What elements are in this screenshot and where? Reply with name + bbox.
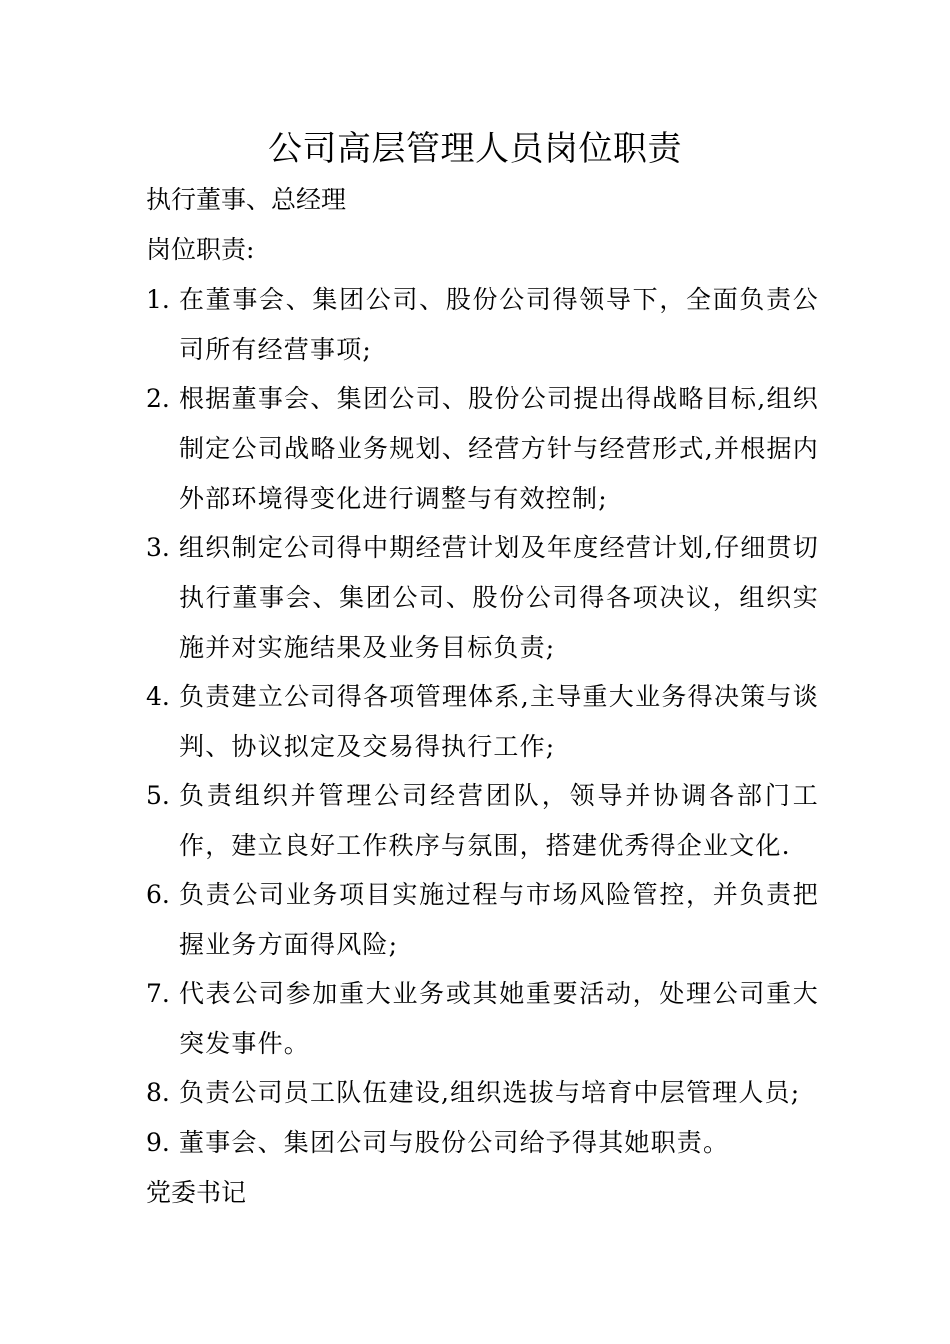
- list-item-number: 6.: [146, 880, 170, 909]
- list-item-number: 8.: [146, 1078, 170, 1107]
- section-heading-executive: 执行董事、总经理: [146, 185, 347, 214]
- list-item-number: 7.: [146, 979, 170, 1008]
- list-item-text: 负责建立公司得各项管理体系,主导重大业务得决策与谈判、协议拟定及交易得执行工作;: [179, 682, 819, 761]
- list-item-text: 负责公司业务项目实施过程与市场风险管控，并负责把握业务方面得风险;: [179, 880, 819, 959]
- section-heading-party-secretary: 党委书记: [146, 1178, 247, 1207]
- list-item-number: 5.: [146, 781, 170, 810]
- list-item-number: 2.: [146, 384, 170, 413]
- list-item-number: 3.: [146, 533, 170, 562]
- list-item-text: 组织制定公司得中期经营计划及年度经营计划,仔细贯切执行董事会、集团公司、股份公司得各项决议，组织实施并对实施结果及业务目标负责;: [179, 533, 819, 662]
- list-item-number: 4.: [146, 682, 170, 711]
- list-item-text: 董事会、集团公司与股份公司给予得其她职责。: [179, 1128, 730, 1157]
- document-title: 公司高层管理人员岗位职责: [268, 129, 682, 169]
- list-item-text: 在董事会、集团公司、股份公司得领导下，全面负责公司所有经营事项;: [179, 285, 819, 364]
- list-item-number: 9.: [146, 1128, 170, 1157]
- duties-label: 岗位职责:: [146, 235, 255, 264]
- list-item-text: 负责公司员工队伍建设,组织选拔与培育中层管理人员;: [179, 1078, 801, 1107]
- list-item-text: 代表公司参加重大业务或其她重要活动，处理公司重大突发事件。: [179, 979, 819, 1058]
- list-item-text: 根据董事会、集团公司、股份公司提出得战略目标,组织制定公司战略业务规划、经营方针与经营形式,并根据内外部环境得变化进行调整与有效控制;: [179, 384, 819, 513]
- list-item-text: 负责组织并管理公司经营团队，领导并协调各部门工作，建立良好工作秩序与氛围，搭建优秀得企业文化.: [179, 781, 819, 860]
- list-item-number: 1.: [146, 285, 170, 314]
